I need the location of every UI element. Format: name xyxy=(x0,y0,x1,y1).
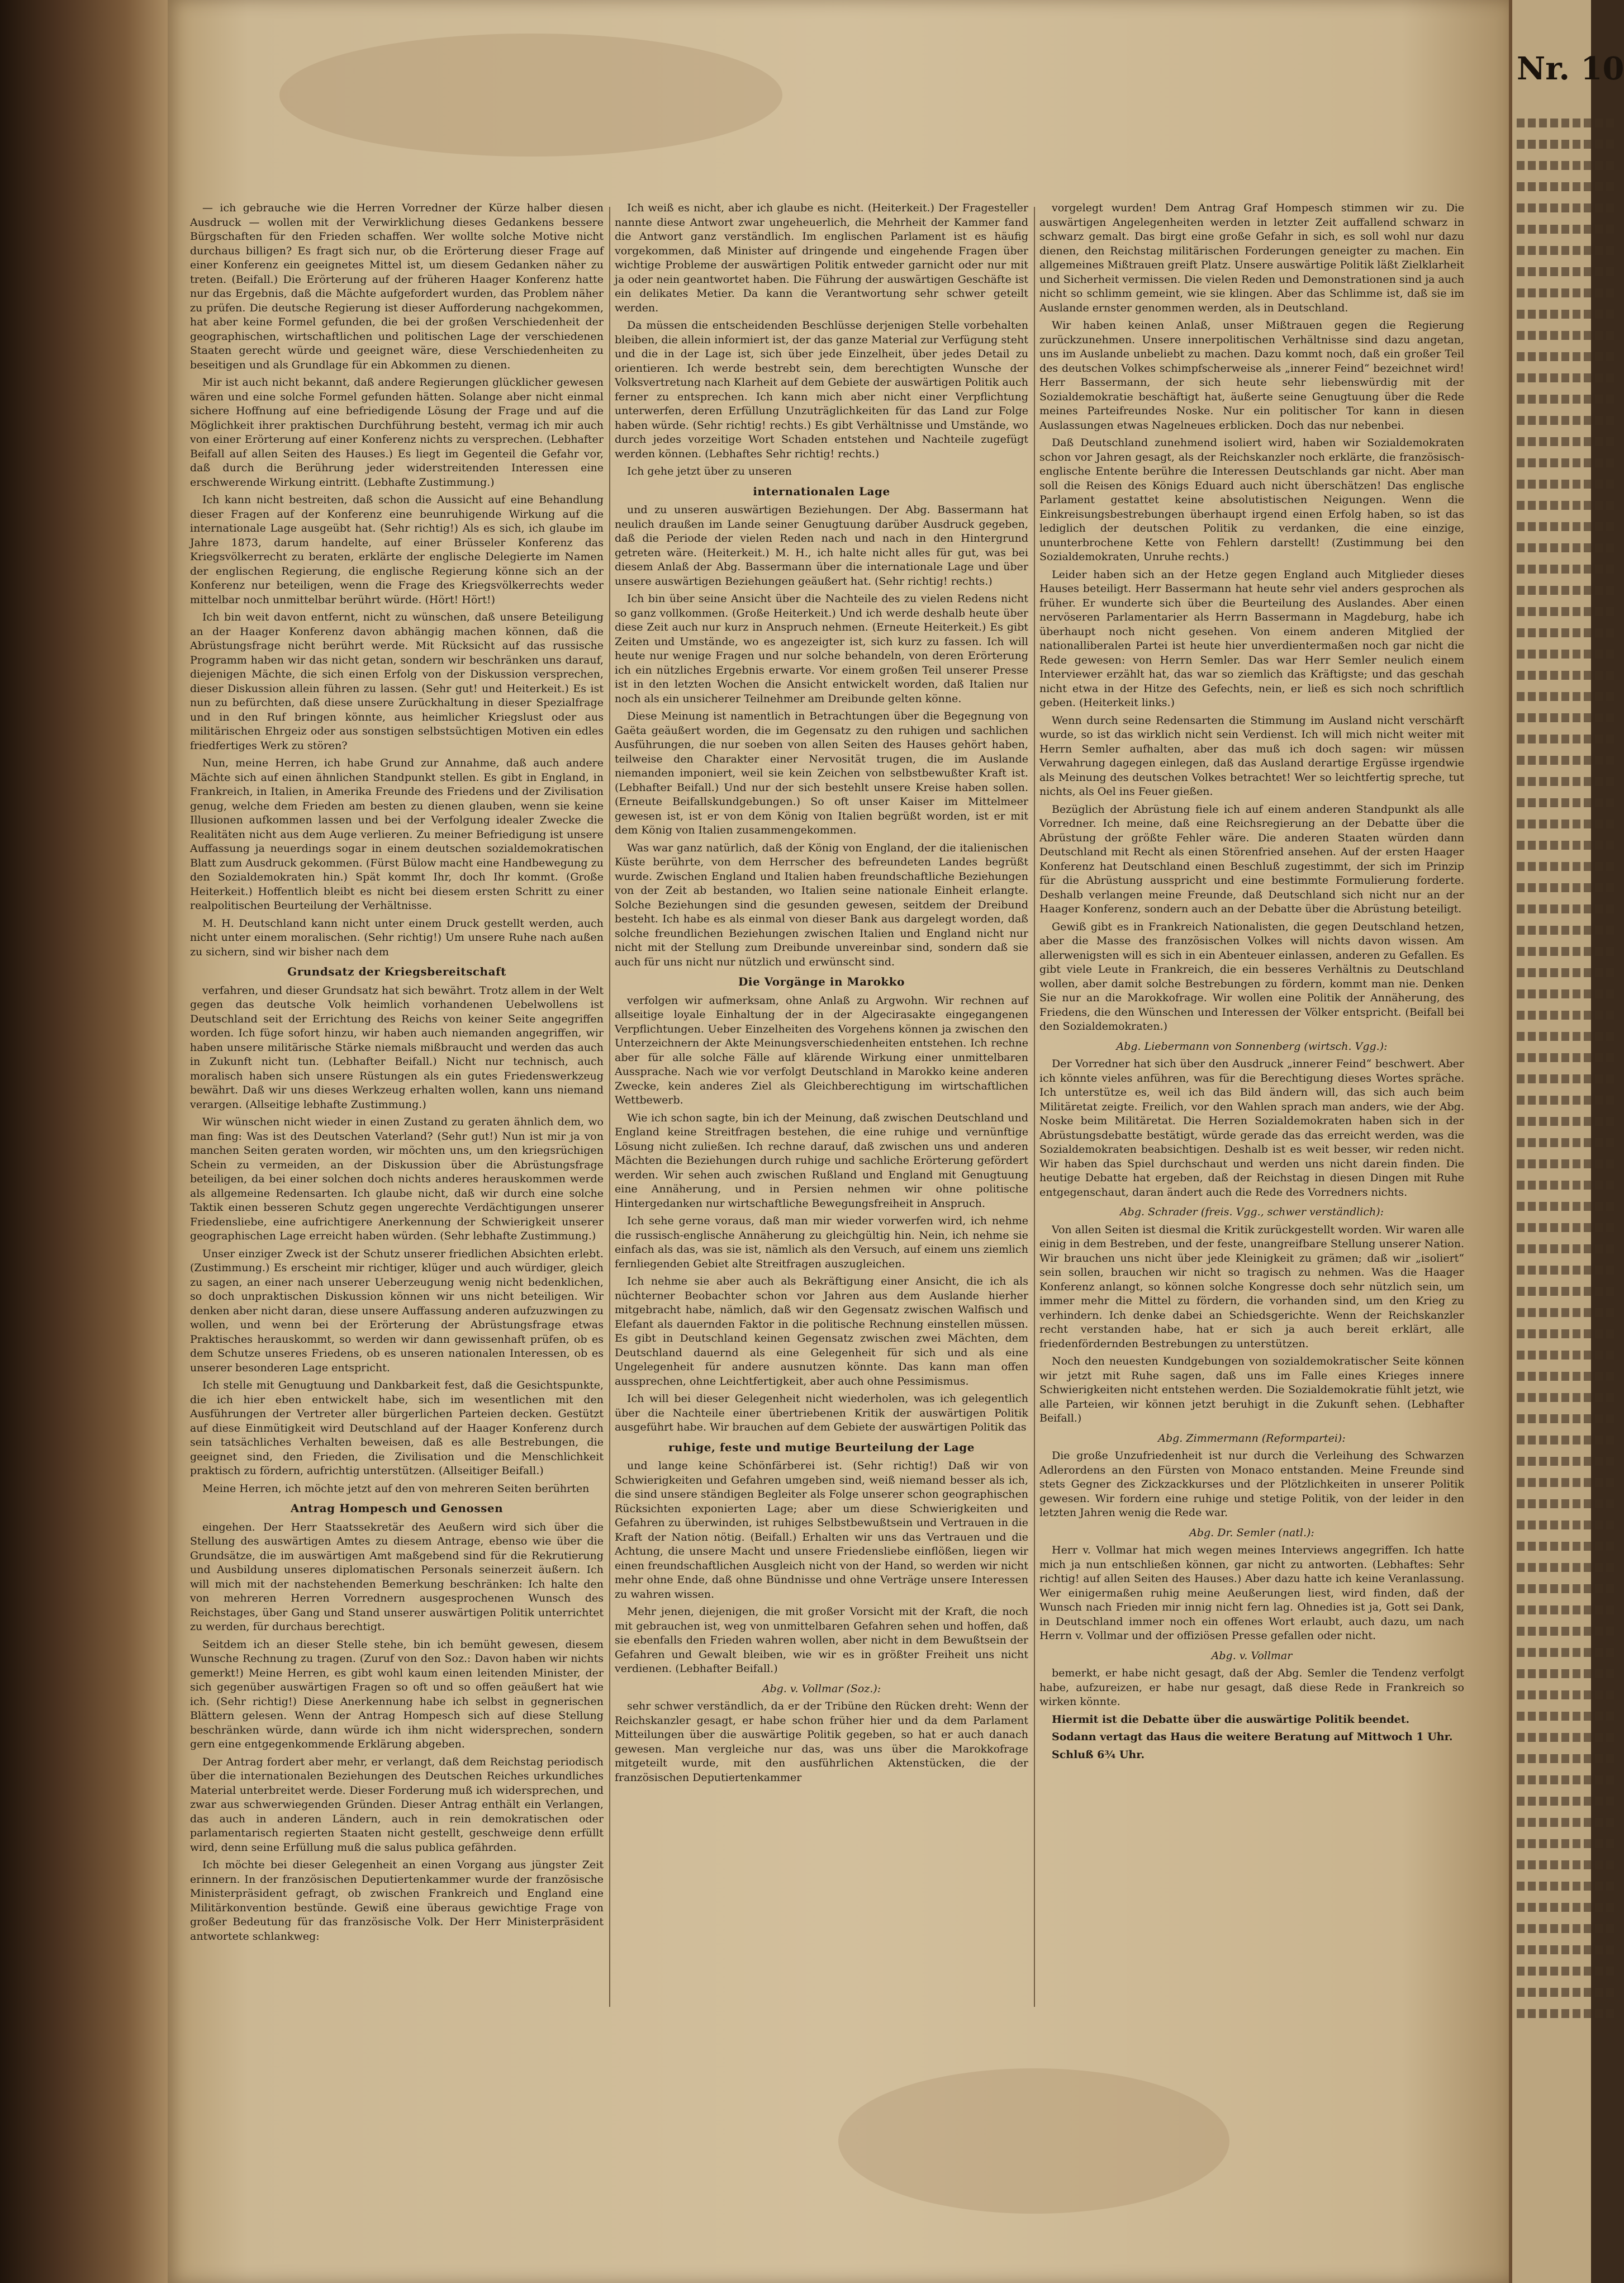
paragraph: Bezüglich der Abrüstung fiele ich auf einem anderen Standpunkt als alle Vorredner. Ich meine, daß eine Reichsregierung an der Debatte über die Abrüstung der größte Fehler wäre. Die anderen Staaten würden dann Deutschland mit Recht als einen Störenfried ansehen. Auf der ersten Haager Konferenz hat Deutschland einen Beschluß zugestimmt, der sich im Prinzip für die Abrüstung ausspricht und eine bestimmte Formulierung forderte. Deshalb verlangen meine Freunde, daß Deutschland sich nicht nur an der Haager Konferenz, sondern auch an der Debatte über die Abrüstung beteiligt. xyxy=(1039,803,1464,915)
paragraph: Der Antrag fordert aber mehr, er verlangt, daß dem Reichstag periodisch über die internationalen Beziehungen des Deutschen Reiches urkundliches Material unterbreitet werde. Dieser Forderung muß ich widersprechen, und zwar aus schwerwiegenden Gründen. Dieser Antrag enthält ein Verlangen, das auch in anderen Ländern, auch in rein demokratischen oder parlamentarisch regierten Staaten nicht gestellt, geschweige denn erfüllt wird, denn seine Erfüllung muß die salus publica gefährden. xyxy=(190,1755,604,1854)
section-heading: Grundsatz der Kriegsbereitschaft xyxy=(287,965,506,978)
paragraph: M. H. Deutschland kann nicht unter einem Druck gestellt werden, auch nicht unter einem moralischen. (Sehr richtig!) Um unsere Ruhe nach außen zu sichern, sind wir bisher nach dem xyxy=(190,917,604,958)
paragraph: Von allen Seiten ist diesmal die Kritik zurückgestellt worden. Wir waren alle einig in dem Bestreben, und der feste, unangreifbare Stellung unserer Nation. Wir brauchen uns nicht über jede Kleinigkeit zu grämen; daß wir „isoliert“ sein sollen, brauchen wir nicht so tragisch zu nehmen. Was die Haager Konferenz anlangt, so können solche Kongresse doch sehr nützlich sein, um immer mehr die Mittel zu fördern, die vorhanden sind, um den Krieg zu verhindern. Ich denke dabei an Schiedsgerichte. Wenn der Reichskanzler recht verstanden habe, hat er sich ja auch bereit erklärt, alle friedenfördernden Bestrebungen zu unterstützen. xyxy=(1039,1223,1464,1350)
paragraph: Ich möchte bei dieser Gelegenheit an einen Vorgang aus jüngster Zeit erinnern. In der französischen Deputiertenkammer wurde der französische Ministerpräsident gefragt, ob zwischen Frankreich und England eine Militärkonvention bestünde. Gewiß eine überaus gewichtige Frage von großer Bedeutung für das französische Volk. Der Herr Ministerpräsident antwortete schlankweg: xyxy=(190,1859,604,1943)
paragraph: Ich weiß es nicht, aber ich glaube es nicht. (Heiterkeit.) Der Fragesteller nannte diese Antwort zwar ungeheuerlich, die Mehrheit der Kammer fand die Antwort ganz verständlich. Im englischen Parlament ist es häufig vorgekommen, daß Minister auf dringende und eingehende Fragen über wichtige Probleme der auswärtigen Politik entweder garnicht oder nur mit ja oder nein geantwortet haben. Die Führung der auswärtigen Geschäfte ist ein delikates Metier. Da kann die Verantwortung sehr schwer geteilt werden. xyxy=(615,202,1028,314)
speaker-heading: Abg. v. Vollmar (Soz.): xyxy=(762,1682,881,1695)
section-heading: ruhige, feste und mutige Beurteilung der Lage xyxy=(668,1440,975,1454)
speaker-heading: Abg. Schrader (freis. Vgg., schwer verständlich): xyxy=(1119,1206,1384,1218)
paragraph: Wir haben keinen Anlaß, unser Mißtrauen gegen die Regierung zurückzunehmen. Unsere innerpolitischen Verhältnisse sind dazu angetan, uns im Auslande unbeliebt zu machen. Dazu kommt noch, daß ein großer Teil des deutschen Volkes schimpfscherweise als „innerer Feind“ bezeichnet wird! Herr Bassermann, der sich heute sehr liebenswürdig mit der Sozialdemokratie beschäftigt hat, äußerte seine Genugtuung über die Rede meines Parteifreundes Noske. Nur ein politischer Tor kann in diesen Auslassungen etwas Nagelneues erblicken. Doch das nur nebenbei. xyxy=(1039,319,1464,432)
column-rule xyxy=(1034,207,1035,2007)
paragraph: Herr v. Vollmar hat mich wegen meines Interviews angegriffen. Ich hatte mich ja nun entschließen können, gar nicht zu antworten. (Lebhaftes: Sehr richtig! auf allen Seiten des Hauses.) Aber dazu hatte ich keine Veranlassung. Wer einigermaßen ruhig meine Aeußerungen liest, wird finden, daß der Wunsch nach Frieden mir innig nicht fern lag. Ohnedies ist ja, Gott sei Dank, in Deutschland immer noch ein offenes Wort erlaubt, auch dazu, um nach Herrn v. Vollmar und der offiziösen Presse gefallen oder nicht. xyxy=(1039,1544,1464,1642)
paragraph: und lange keine Schönfärberei ist. (Sehr richtig!) Daß wir von Schwierigkeiten und Gefahren umgeben sind, weiß niemand besser als ich, die sind unsere ständigen Begleiter als Folge unserer schon geographischen Rücksichten exponierten Lage; aber um diese Schwierigkeiten und Gefahren zu überwinden, ist ruhiges Selbstbewußtsein und Vertrauen in die Kraft der Nation nötig. (Beifall.) Erhalten wir uns das Vertrauen und die Achtung, die unsere Macht und unsere Friedensliebe einflößen, liegen wir einen freundschaftlichen Ausgleich nicht von der Hand, so werden wir nicht mehr ohne Ende, daß ohne Bündnisse und ohne Verträge unsere Interessen zu wahren wissen. xyxy=(615,1460,1028,1600)
paragraph: vorgelegt wurden! Dem Antrag Graf Hompesch stimmen wir zu. Die auswärtigen Angelegenheiten werden in letzter Zeit auffallend schwarz in schwarz gemalt. Das birgt eine große Gefahr in sich, es soll wohl nur dazu dienen, den Reichstag militärischen Forderungen geneigter zu machen. Ein allgemeines Mißtrauen greift Platz. Unsere auswärtige Politik läßt Zielklarheit und Sicherheit vermissen. Die vielen Reden und Demonstrationen sind ja auch nicht so schlimm gemeint, wie sie klingen. Aber das Schlimme ist, daß sie im Auslande ernster genommen werden, als in Deutschland. xyxy=(1039,202,1464,314)
paper-stain xyxy=(838,2068,1229,2214)
paragraph: Meine Herren, ich möchte jetzt auf den von mehreren Seiten berührten xyxy=(202,1482,590,1495)
paragraph: Ich bin weit davon entfernt, nicht zu wünschen, daß unsere Beteiligung an der Haager Konferenz davon abhängig machen können, daß die Abrüstungsfrage nicht berührt werde. Mit Rücksicht auf das russische Programm haben wir das nicht getan, sondern wir beschränken uns darauf, diejenigen Mächte, die sich einen Erfolg von der Diskussion versprechen, dieser Diskussion allein führen zu lassen. (Sehr gut! und Heiterkeit.) Es ist nun zu befürchten, daß diese unsere Zurückhaltung in dieser Spezialfrage und in den Ruf bringen könnte, aus heimlicher Kriegslust oder aus militärischen Ehrgeiz oder aus sonstigen selbstsüchtigen Motiven ein edles friedfertiges Werk zu stören? xyxy=(190,611,604,752)
next-page-text-lines xyxy=(1517,106,1617,2030)
closing-line: Schluß 6¾ Uhr. xyxy=(1052,1748,1145,1761)
paragraph: Wenn durch seine Redensarten die Stimmung im Ausland nicht verschärft wurde, so ist das wirklich nicht sein Verdienst. Ich will mich nicht weiter mit Herrn Semler aufhalten, aber das muß ich doch sagen: wir müssen Verwahrung dagegen einlegen, daß das Ausland derartige Ergüsse irgendwie als Meinung des deutschen Volkes betrachtet! Wer so leichtfertig spreche, tut nichts, als Oel ins Feuer gießen. xyxy=(1039,714,1464,798)
paragraph: und zu unseren auswärtigen Beziehungen. Der Abg. Bassermann hat neulich draußen im Lande seiner Genugtuung darüber Ausdruck gegeben, daß die Periode der vielen Reden nach und nach in den Hintergrund getreten wäre. (Heiterkeit.) M. H., ich halte nicht alles für gut, was bei diesem Anlaß der Abg. Bassermann über die internationale Lage und über unsere auswärtigen Beziehungen geäußert hat. (Sehr richtig! rechts.) xyxy=(615,504,1028,588)
paragraph: Mehr jenen, diejenigen, die mit großer Vorsicht mit der Kraft, die noch mit gebrauchen ist, weg von unmittelbaren Gefahren sehen und hoffen, daß sie ebenfalls den Frieden wahren wollen, aber nicht in dem Bewußtsein der Gefahren und Gewalt bleiben, wie wir es in größter Freiheit uns nicht verdienen. (Lebhafter Beifall.) xyxy=(615,1605,1028,1675)
paragraph: Ich gehe jetzt über zu unseren xyxy=(627,465,792,477)
paragraph: Die große Unzufriedenheit ist nur durch die Verleihung des Schwarzen Adlerordens an den Fürsten von Monaco entstanden. Meine Freunde sind stets Gegner des Zickzackkurses und der Plötzlichkeiten in unserer Politik gewesen. Wir fordern eine ruhige und stetige Politik, von der leider in den letzten Jahren wenig die Rede war. xyxy=(1039,1450,1464,1519)
paragraph: Gewiß gibt es in Frankreich Nationalisten, die gegen Deutschland hetzen, aber die Masse des französischen Volkes will nichts davon wissen. Am allerwenigsten will es sich in ein Abenteuer einlassen, anderen zu Gefallen. Es gibt viele Leute in Frankreich, die ein besseres Verhältnis zu Deutschland wollen, aber damit solche Bestrebungen zu fördern, kommt man nie. Denken Sie nur an die Marokkofrage. Wir wollen eine Politik der Annäherung, des Friedens, die den Wünschen und Interessen der Völker entspricht. (Beifall bei den Sozialdemokraten.) xyxy=(1039,920,1464,1032)
paragraph: Diese Meinung ist namentlich in Betrachtungen über die Begegnung von Gaëta geäußert worden, die im Gegensatz zu den ruhigen und sachlichen Ausführungen, die nur soeben von allen Seiten des Hauses gehört haben, teilweise den Charakter einer Nervosität trugen, die im Auslande niemanden imponiert, weil sie kein Zeichen von selbstbewußter Kraft ist. (Lebhafter Beifall.) Und nur der sich bestehlt unsere Kreise haben sollen. (Erneute Beifallskundgebungen.) So oft unser Kaiser im Mittelmeer gewesen ist, ist er von dem König von Italien begrüßt worden, ist er mit dem König von Italien zusammengekommen. xyxy=(615,710,1028,836)
paragraph: Daß Deutschland zunehmend isoliert wird, haben wir Sozialdemokraten schon vor Jahren gesagt, als der Reichskanzler noch erklärte, die französisch-englische Entente berühre die Interessen Deutschlands gar nicht. Aber man soll die Reisen des Königs Eduard auch nicht überschätzen! Das englische Parlament gestattet keine absolutistischen Neigungen. Wenn die Einkreisungsbestrebungen überhaupt irgend einen Erfolg haben, so ist das lediglich der deutschen Politik zu verdanken, die eine einzige, ununterbrochene Kette von Fehlern darstellt! (Zustimmung bei den Sozialdemokraten, Unruhe rechts.) xyxy=(1039,437,1464,563)
next-page-edge xyxy=(1509,0,1624,2283)
paragraph: Ich bin über seine Ansicht über die Nachteile des zu vielen Redens nicht so ganz vollkommen. (Große Heiterkeit.) Und ich werde deshalb heute über diese Zeit auch nur kurz in Anspruch nehmen. (Erneute Heiterkeit.) Es gibt Zeiten und Umstände, wo es angezeigter ist, sich kurz zu fassen. Ich will heute nur wenige Fragen und nur solche behandeln, von deren Erörterung ich ein nützliches Ergebnis erwarte. Vor einem großen Teil unserer Presse ist in den letzten Wochen die Ansicht entwickelt worden, daß Italien nur noch als ein unsicherer Teilnehmer am Dreibunde gelten könne. xyxy=(615,593,1028,705)
paragraph: Wir wünschen nicht wieder in einen Zustand zu geraten ähnlich dem, wo man fing: Was ist des Deutschen Vaterland? (Sehr gut!) Nun ist mir ja von manchen Seiten geraten worden, wir möchten uns, um den kriegsrüchigen Schein zu vermeiden, an der Diskussion über die Abrüstungsfrage beteiligen, da bei einer solchen doch nichts anderes herauskommen werde als allgemeine Redensarten. Ich glaube nicht, daß wir durch eine solche Taktik einen besseren Schutz gegen ungerechte Verdächtigungen unserer Friedensliebe, eine aufrichtigere Anerkennung der Schwierigkeit unserer geographischen Lage erreicht haben würden. (Sehr lebhafte Zustimmung.) xyxy=(190,1116,604,1242)
speaker-heading: Abg. Zimmermann (Reformpartei): xyxy=(1158,1432,1346,1444)
paragraph: Wie ich schon sagte, bin ich der Meinung, daß zwischen Deutschland und England keine Streitfragen bestehen, die eine ruhige und vernünftige Lösung nicht zuließen. Ich rechne darauf, daß zwischen uns und anderen Mächten die Beziehungen durch ruhige und sachliche Erörterung gefördert werden. Wir sehen auch zwischen Rußland und England mit Genugtuung eine Annäherung, und in Persien nehmen wir ohne politische Hintergedanken nur wirtschaftliche Bewegungsfreiheit in Anspruch. xyxy=(615,1111,1028,1210)
paragraph: Nun, meine Herren, ich habe Grund zur Annahme, daß auch andere Mächte sich auf einen ähnlichen Standpunkt stellen. Es gibt in England, in Frankreich, in Italien, in Amerika Freunde des Friedens und der Zivilisation genug, welche dem Frieden am besten zu dienen glauben, wenn sie keine Illusionen aufkommen lassen und bei der Verfolgung idealer Zwecke die Realitäten nicht aus dem Auge verlieren. Zu meiner Befriedigung ist unsere Auffassung ja neuerdings sogar in einem deutschen sozialdemokratischen Blatt zum Ausdruck gekommen. (Fürst Bülow macht eine Handbewegung zu den Sozialdemokraten hin.) Spät kommt Ihr, doch Ihr kommt. (Große Heiterkeit.) Hoffentlich bleibt es nicht bei diesem ersten Schritt zu einer realpolitischen Beurteilung der Verhältnisse. xyxy=(190,757,604,912)
paragraph: — ich gebrauche wie die Herren Vorredner der Kürze halber diesen Ausdruck — wollen mit der Verwirklichung dieses Gedankens bessere Bürgschaften für den Frieden schaffen. Wer wollte solche Motive nicht durchaus billigen? Es fragt sich nur, ob die Erörterung dieser Frage auf einer Konferenz ein geeignetes Mittel ist, um diesem Gedanken näher zu treten. (Beifall.) Die Erörterung auf der früheren Haager Konferenz hatte nur das Ergebnis, daß die Mächte aufgefordert wurden, das Problem näher zu prüfen. Die deutsche Regierung ist dieser Aufforderung nachgekommen, hat aber keine Formel gefunden, die bei der großen Verschiedenheit der geographischen, wirtschaftlichen und politischen Lage der verschiedenen Staaten gerecht würde und geeignet wäre, diese Verschiedenheiten zu beseitigen und als Grundlage für ein Abkommen zu dienen. xyxy=(190,202,604,371)
next-page-title: Nr. 10 xyxy=(1517,50,1624,87)
speaker-heading: Abg. v. Vollmar xyxy=(1211,1649,1293,1662)
speaker-heading: Abg. Dr. Semler (natl.): xyxy=(1189,1526,1314,1539)
paragraph: eingehen. Der Herr Staatssekretär des Aeußern wird sich über die Stellung des auswärtigen Amtes zu diesem Antrage, ebenso wie über die Grundsätze, die im auswärtigen Amt maßgebend sind für die Rekrutierung und Ausbildung unseres diplomatischen Personals seinerzeit äußern. Ich will mich mit der nachstehenden Bemerkung beschränken: Ich halte den von mehreren Herren Vorrednern ausgesprochenen Wunsch des Reichstages, über Gang und Stand unserer auswärtigen Politik unterrichtet zu werden, für durchaus berechtigt. xyxy=(190,1521,604,1633)
paragraph: Was war ganz natürlich, daß der König von England, der die italienischen Küste berührte, von dem Herrscher des befreundeten Landes begrüßt wurde. Zwischen England und Italien haben freundschaftliche Beziehungen von der Zeit ab bestanden, wo Italien seine nationale Einheit erlangte. Solche Beziehungen sind die gesunden gewesen, seitdem der Dreibund besteht. Ich habe es als einmal von dieser Bank aus dargelegt worden, daß solche freundlichen Beziehungen zwischen Italien und England nicht nur nicht mit der Stellung zum Dreibunde unvereinbar sind, sondern daß sie auch für uns nicht nur nützlich und erwünscht sind. xyxy=(615,841,1028,968)
paper-stain xyxy=(279,34,782,157)
paragraph: Noch den neuesten Kundgebungen von sozialdemokratischer Seite können wir jetzt mit Ruhe sagen, daß uns im Falle eines Krieges innere Schwierigkeiten nicht entstehen werden. Die Sozialdemokratie fühlt jetzt, wie alle Parteien, wir können jetzt beruhigt in die Zukunft sehen. (Lebhafter Beifall.) xyxy=(1039,1355,1464,1424)
column-2 xyxy=(615,201,1028,2018)
paragraph: Unser einziger Zweck ist der Schutz unserer friedlichen Absichten erlebt. (Zustimmung.) Es erscheint mir richtiger, klüger und auch würdiger, gleich zu sagen, an einer nach unserer Ueberzeugung wenig nicht bedenklichen, so doch unpraktischen Diskussion können wir uns nicht beteiligen. Wir denken aber nicht daran, diese unsere Auffassung anderen aufzuzwingen zu wollen, und wenn bei der Erörterung der Abrüstungsfrage etwas Praktisches herauskommt, so werden wir dann gewissenhaft prüfen, ob es dem Schutze unseres Friedens, ob es unseren nationalen Interessen, ob es unserer besonderen Lage entspricht. xyxy=(190,1247,604,1374)
paragraph: bemerkt, er habe nicht gesagt, daß der Abg. Semler die Tendenz verfolgt habe, aufzureizen, er habe nur gesagt, daß diese Rede in Frankreich so wirken könnte. xyxy=(1039,1667,1464,1708)
paragraph: Ich nehme sie aber auch als Bekräftigung einer Ansicht, die ich als nüchterner Beobachter schon vor Jahren aus dem Auslande hierher mitgebracht habe, nämlich, daß wir den Gegensatz zwischen Walfisch und Elefant als dauernden Faktor in die politische Rechnung einstellen müssen. Es gibt in Deutschland keinen Gegensatz zwischen zwei Mächten, dem Deutschland dauernd als eine Gelegenheit für sich und als eine Ungelegenheit für andere ausnutzen könnte. Das kann man offen aussprechen, ohne Leichtfertigkeit, aber auch ohne Pessimismus. xyxy=(615,1275,1028,1387)
section-heading: internationalen Lage xyxy=(753,484,890,498)
column-3 xyxy=(1039,201,1464,2018)
column-1 xyxy=(190,201,604,2018)
column-rule xyxy=(609,207,610,2007)
paragraph: Ich sehe gerne voraus, daß man mir wieder vorwerfen wird, ich nehme die russisch-englische Annäherung zu gleichgültig hin. Nein, ich nehme sie einfach als das, was sie ist, nämlich als den Versuch, auf einem uns ziemlich fernliegenden Gebiet alte Streitfragen auszugleichen. xyxy=(615,1215,1028,1270)
section-heading: Antrag Hompesch und Genossen xyxy=(290,1502,504,1515)
paragraph: Ich stelle mit Genugtuung und Dankbarkeit fest, daß die Gesichtspunkte, die ich hier eben entwickelt habe, sich im wesentlichen mit den Ausführungen der Vertreter aller bürgerlichen Parteien decken. Gestützt auf diese Einmütigkeit wird Deutschland auf der Haager Konferenz durch sein tatsächliches Verhalten beweisen, daß es alle Bestrebungen, die geeignet sind, den Frieden, die Zivilisation und die Menschlichkeit praktisch zu fördern, aufrichtig unterstützen. (Allseitiger Beifall.) xyxy=(190,1379,604,1477)
section-heading: Die Vorgänge in Marokko xyxy=(738,975,905,988)
paragraph: verfolgen wir aufmerksam, ohne Anlaß zu Argwohn. Wir rechnen auf allseitige loyale Einhaltung der in der Algecirasakte eingegangenen Verpflichtungen. Ueber Einzelheiten des Vorgehens können ja zwischen den Unterzeichnern der Akte Meinungsverschiedenheiten entstehen. Ich rechne aber für alle solche Fälle auf klärende Wirkung einer unmittelbaren Aussprache. Nach wie vor verfolgt Deutschland in Marokko keine anderen Zwecke, kein anderes Ziel als Gleichberechtigung im wirtschaftlichen Wettbewerb. xyxy=(615,994,1028,1106)
paragraph: verfahren, und dieser Grundsatz hat sich bewährt. Trotz allem in der Welt gegen das deutsche Volk heimlich vorhandenen Uebelwollens ist Deutschland seit der Errichtung des Reichs von keiner Seite angegriffen worden. Ich füge sofort hinzu, wir haben auch niemanden angegriffen, wir haben unsere militärische Stärke niemals mißbraucht und werden das auch in Zukunft nicht tun. (Lebhafter Beifall.) Nicht nur technisch, auch moralisch haben sich unsere Rüstungen als ein gutes Friedenswerkzeug bewährt. Daß wir uns dieses Werkzeug erhalten wollen, kann uns niemand verargen. (Allseitige lebhafte Zustimmung.) xyxy=(190,984,604,1111)
paragraph: Ich kann nicht bestreiten, daß schon die Aussicht auf eine Behandlung dieser Fragen auf der Konferenz eine beunruhigende Wirkung auf die internationale Lage ausgeübt hat. (Sehr richtig!) Als es sich, ich glaube im Jahre 1873, darum handelte, auf einer Brüsseler Konferenz das Kriegsvölkerrecht zu beraten, erklärte der englische Delegierte im Namen der englischen Regierung, die englische Regierung könne sich an der Konferenz nur beteiligen, wenn die Frage des Kriegsvölkerrechts weder mittelbar noch unmittelbar berührt würde. (Hört! Hört!) xyxy=(190,494,604,606)
speaker-heading: Abg. Liebermann von Sonnenberg (wirtsch. Vgg.): xyxy=(1116,1040,1388,1053)
paragraph: Der Vorredner hat sich über den Ausdruck „innerer Feind“ beschwert. Aber ich könnte vieles anführen, was für die Berechtigung dieses Wortes spräche. Ich unterstütze es, weil ich das Bild ändern will, das sich auch beim Militäretat zeigte. Freilich, vor den Wahlen sprach man anders, wie der Abg. Noske beim Militäretat. Die Herren Sozialdemokraten haben sich in der Abrüstungsdebatte bestätigt, würde gerade das das erreicht werden, was die Sozialdemokraten beabsichtigen. Deshalb ist es weit besser, wir reden nicht. Wir haben das Spiel durchschaut und werden uns nicht darein finden. Die heutige Debatte hat ergeben, daß der Reichstag in diesen Dingen mit Ruhe entgegenschaut, daran ändert auch die Rede des Vorredners nichts. xyxy=(1039,1058,1464,1199)
book-spine xyxy=(0,0,168,2283)
paragraph: Seitdem ich an dieser Stelle stehe, bin ich bemüht gewesen, diesem Wunsche Rechnung zu tragen. (Zuruf von den Soz.: Davon haben wir nichts gemerkt!) Meine Herren, es gibt wohl kaum einen leitenden Minister, der sich gegenüber auswärtigen Fragen so oft und so offen geäußert hat wie ich. (Sehr richtig!) Diese Anerkennung habe ich selbst in gegnerischen Blättern gelesen. Wenn der Antrag Hompesch sich auf diese Stellung beschränken würde, dann würde ich ihm nicht widersprechen, sondern gern eine entgegenkommende Erklärung abgeben. xyxy=(190,1638,604,1750)
paragraph: Ich will bei dieser Gelegenheit nicht wiederholen, was ich gelegentlich über die Nachteile einer übertriebenen Kritik der auswärtigen Politik ausgeführt habe. Wir brauchen auf dem Gebiete der auswärtigen Politik das xyxy=(615,1392,1028,1433)
paragraph: Da müssen die entscheidenden Beschlüsse derjenigen Stelle vorbehalten bleiben, die allein informiert ist, der das ganze Material zur Verfügung steht und die in der Lage ist, sich über jede Einzelheit, über jedes Detail zu orientieren. Ich werde bestrebt sein, dem berechtigten Wunsche der Volksvertretung nach Klarheit auf dem Gebiete der auswärtigen Politik auch ferner zu entsprechen. Ich kann mich aber nicht einer Verpflichtung unterwerfen, deren Erfüllung Unzuträglichkeiten für das Land zur Folge haben würde. (Sehr richtig! rechts.) Es gibt Verhältnisse und Umstände, wo durch jedes vorzeitige Wort Schaden entstehen und Nachteile zugefügt werden können. (Lebhaftes Sehr richtig! rechts.) xyxy=(615,319,1028,460)
paragraph: Mir ist auch nicht bekannt, daß andere Regierungen glücklicher gewesen wären und eine solche Formel gefunden hätten. Solange aber nicht einmal sichere Hoffnung auf eine befriedigende Lösung der Frage und auf die Möglichkeit ihrer praktischen Durchführung besteht, vermag ich mir auch von einer Erörterung auf einer Konferenz nichts zu versprechen. (Lebhafter Beifall auf allen Seiten des Hauses.) Es liegt im Gegenteil die Gefahr vor, daß durch die Berührung jeder widerstreitenden Interessen eine erschwerende Wirkung eintritt. (Lebhafte Zustimmung.) xyxy=(190,376,604,489)
paragraph: Leider haben sich an der Hetze gegen England auch Mitglieder dieses Hauses beteiligt. Herr Bassermann hat heute sehr viel anders gesprochen als früher. Er wunderte sich über die Beurteilung des Auslandes. Aber einen nervöseren Parlamentarier als Herrn Bassermann in Magdeburg, habe ich überhaupt noch nicht gesehen. Von einem anderen Mitglied der nationalliberalen Partei ist heute hier unverdientermaßen noch gar nicht die Rede gewesen: von Herrn Semler. Das war Herr Semler neulich einem Interviewer erzählt hat, das war so ziemlich das Kräftigste; und das geschah nicht etwa in der Hitze des Gefechts, nein, er ließ es sich noch schriftlich geben. (Heiterkeit links.) xyxy=(1039,568,1464,709)
closing-line: Hiermit ist die Debatte über die auswärtige Politik beendet. xyxy=(1052,1713,1410,1726)
paragraph: sehr schwer verständlich, da er der Tribüne den Rücken dreht: Wenn der Reichskanzler gesagt, er habe schon früher hier und da dem Parlament Mitteilungen über die auswärtige Politik gegeben, so hat er auch danach gewesen. Man vergleiche nur das, was uns über die Marokkofrage mitgeteilt wurde, mit den ausführlichen Aktenstücken, die der französischen Deputiertenkammer xyxy=(615,1700,1028,1784)
closing-line: Sodann vertagt das Haus die weitere Beratung auf Mittwoch 1 Uhr. xyxy=(1052,1731,1453,1743)
